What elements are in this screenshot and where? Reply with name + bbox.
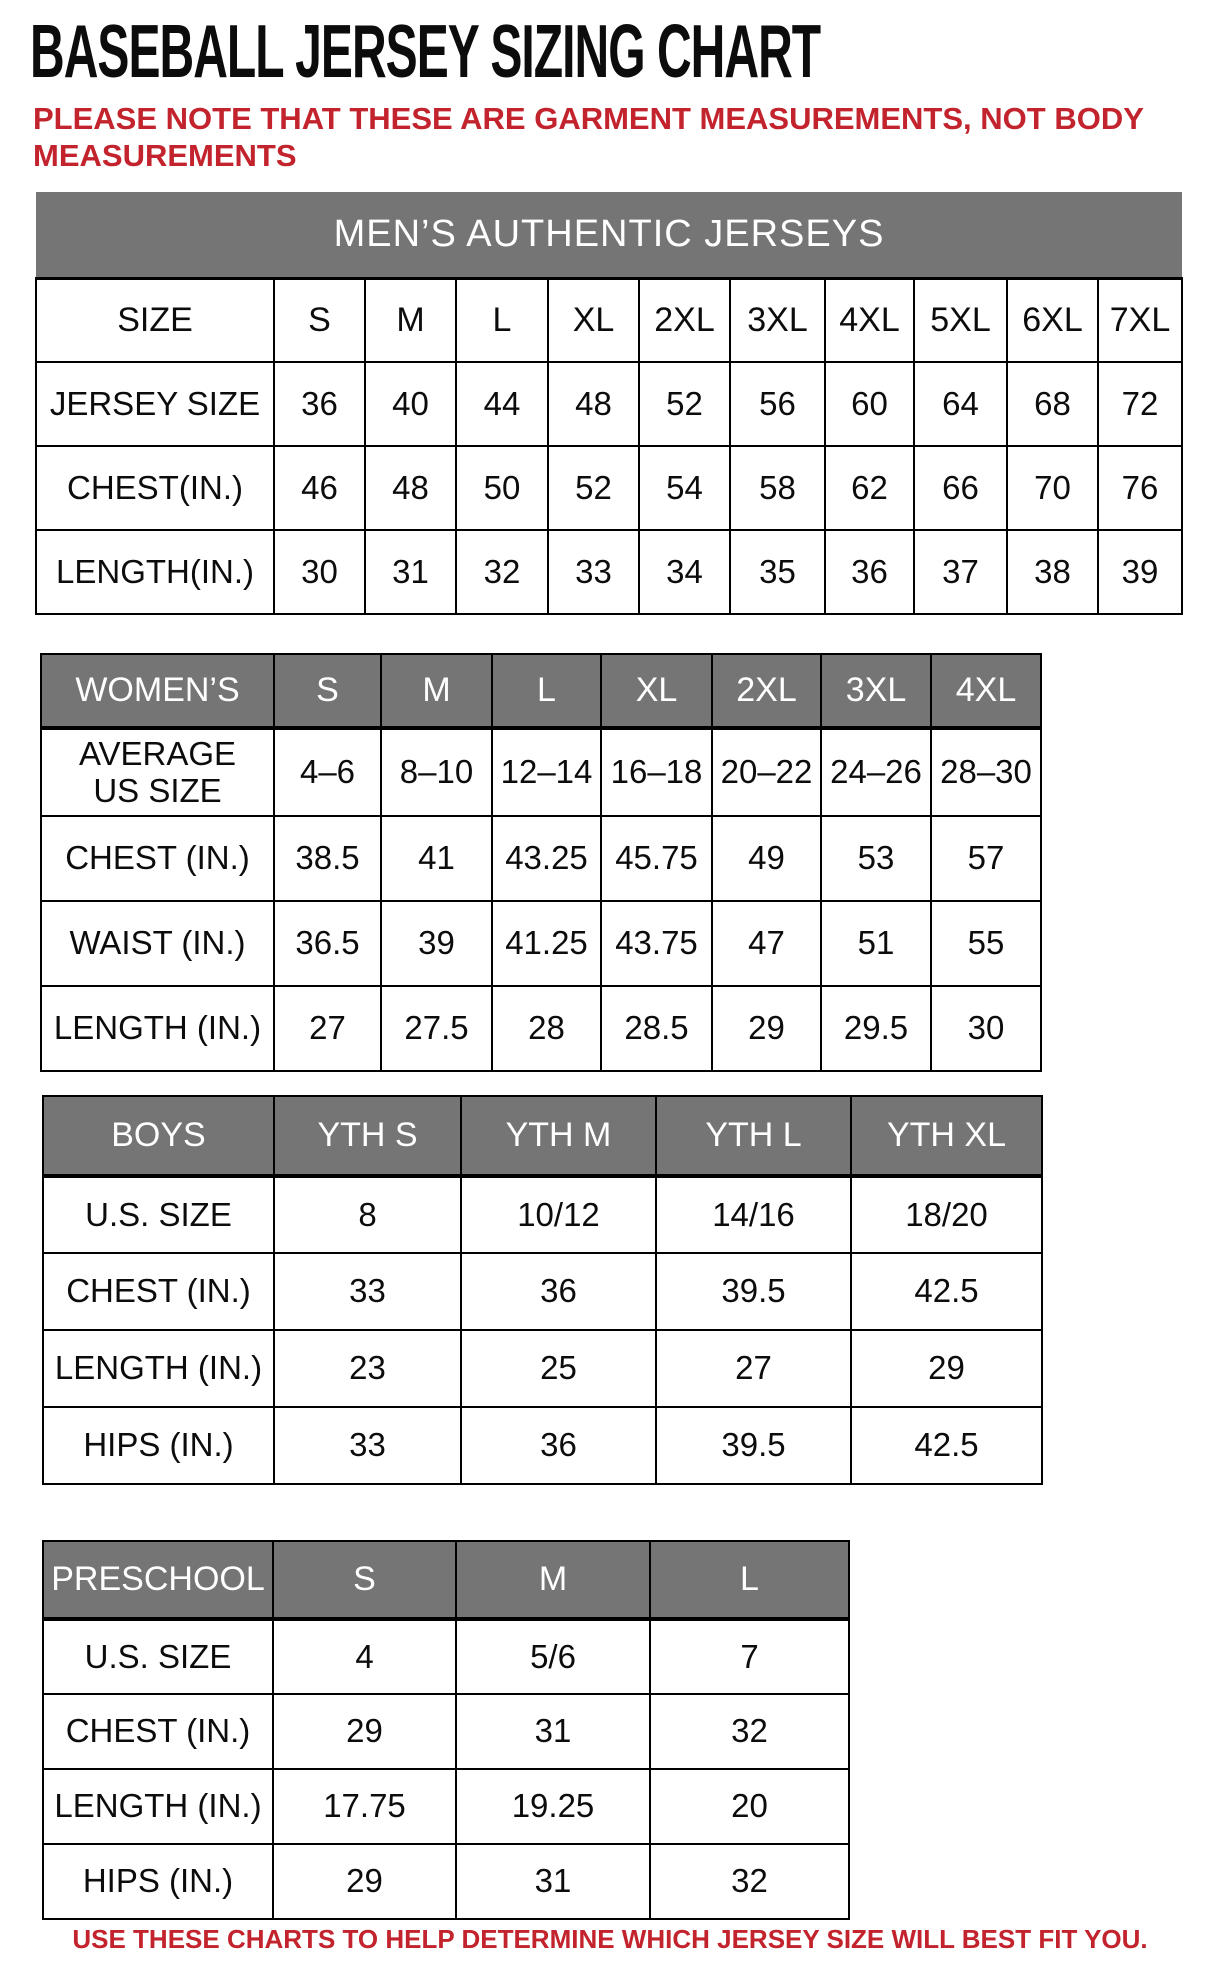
womens-header-cell: S bbox=[274, 654, 381, 728]
mens-value-cell: 60 bbox=[825, 362, 914, 446]
mens-value-cell: 50 bbox=[456, 446, 548, 530]
preschool-header-row bbox=[43, 1541, 849, 1619]
boys-value-cell: 33 bbox=[274, 1253, 461, 1330]
preschool-data-row bbox=[43, 1844, 849, 1919]
mens-value-cell: 68 bbox=[1007, 362, 1098, 446]
mens-header-cell: 4XL bbox=[825, 278, 914, 362]
preschool-data-row bbox=[43, 1769, 849, 1844]
mens-value-cell: 40 bbox=[365, 362, 456, 446]
boys-sizing-table bbox=[42, 1095, 1043, 1485]
mens-value-cell: 32 bbox=[456, 530, 548, 614]
preschool-value-cell: 29 bbox=[273, 1844, 456, 1919]
preschool-row-label-cell: HIPS (IN.) bbox=[43, 1844, 273, 1919]
mens-value-cell: 33 bbox=[548, 530, 639, 614]
womens-value-cell: 29 bbox=[712, 986, 821, 1071]
boys-value-cell: 18/20 bbox=[851, 1176, 1042, 1253]
mens-value-cell: 52 bbox=[548, 446, 639, 530]
preschool-value-cell: 31 bbox=[456, 1694, 650, 1769]
womens-header-label-cell: WOMEN’S bbox=[41, 654, 274, 728]
preschool-header-cell: L bbox=[650, 1541, 849, 1619]
boys-value-cell: 42.5 bbox=[851, 1253, 1042, 1330]
mens-header-cell: 2XL bbox=[639, 278, 730, 362]
boys-value-cell: 23 bbox=[274, 1330, 461, 1407]
mens-value-cell: 30 bbox=[274, 530, 365, 614]
mens-value-cell: 31 bbox=[365, 530, 456, 614]
womens-value-cell: 28.5 bbox=[601, 986, 712, 1071]
mens-value-cell: 58 bbox=[730, 446, 825, 530]
boys-value-cell: 10/12 bbox=[461, 1176, 656, 1253]
preschool-value-cell: 5/6 bbox=[456, 1619, 650, 1694]
mens-value-cell: 46 bbox=[274, 446, 365, 530]
preschool-value-cell: 4 bbox=[273, 1619, 456, 1694]
womens-value-cell: 20–22 bbox=[712, 728, 821, 816]
preschool-value-cell: 32 bbox=[650, 1694, 849, 1769]
preschool-value-cell: 20 bbox=[650, 1769, 849, 1844]
boys-value-cell: 27 bbox=[656, 1330, 851, 1407]
womens-value-cell: 4–6 bbox=[274, 728, 381, 816]
womens-value-cell: 24–26 bbox=[821, 728, 931, 816]
mens-value-cell: 37 bbox=[914, 530, 1007, 614]
womens-value-cell: 51 bbox=[821, 901, 931, 986]
womens-header-cell: 4XL bbox=[931, 654, 1041, 728]
mens-value-cell: 76 bbox=[1098, 446, 1182, 530]
womens-data-row bbox=[41, 816, 1041, 901]
boys-row-label-cell: HIPS (IN.) bbox=[43, 1407, 274, 1484]
womens-value-cell: 38.5 bbox=[274, 816, 381, 901]
mens-value-cell: 44 bbox=[456, 362, 548, 446]
boys-value-cell: 36 bbox=[461, 1407, 656, 1484]
preschool-value-cell: 7 bbox=[650, 1619, 849, 1694]
boys-header-cell: YTH XL bbox=[851, 1096, 1042, 1176]
womens-value-cell: 45.75 bbox=[601, 816, 712, 901]
mens-value-cell: 48 bbox=[548, 362, 639, 446]
page-title: BASEBALL JERSEY SIZING CHART bbox=[30, 9, 821, 93]
womens-value-cell: 47 bbox=[712, 901, 821, 986]
mens-data-row bbox=[36, 446, 1182, 530]
mens-header-cell: M bbox=[365, 278, 456, 362]
womens-row-label-cell: WAIST (IN.) bbox=[41, 901, 274, 986]
womens-value-cell: 28 bbox=[492, 986, 601, 1071]
mens-value-cell: 48 bbox=[365, 446, 456, 530]
womens-data-row bbox=[41, 986, 1041, 1071]
garment-measurement-note bbox=[33, 100, 1144, 174]
mens-header-row bbox=[36, 278, 1182, 362]
womens-value-cell: 36.5 bbox=[274, 901, 381, 986]
mens-banner-cell: MEN’S AUTHENTIC JERSEYS bbox=[36, 192, 1182, 278]
mens-value-cell: 38 bbox=[1007, 530, 1098, 614]
preschool-header-cell: M bbox=[456, 1541, 650, 1619]
mens-row-label-cell: LENGTH(IN.) bbox=[36, 530, 274, 614]
boys-value-cell: 33 bbox=[274, 1407, 461, 1484]
boys-header-cell: YTH L bbox=[656, 1096, 851, 1176]
mens-value-cell: 36 bbox=[825, 530, 914, 614]
preschool-row-label-cell: CHEST (IN.) bbox=[43, 1694, 273, 1769]
note-line-2: MEASUREMENTS bbox=[33, 138, 297, 174]
mens-value-cell: 64 bbox=[914, 362, 1007, 446]
womens-value-cell: 57 bbox=[931, 816, 1041, 901]
womens-row-label-cell: LENGTH (IN.) bbox=[41, 986, 274, 1071]
womens-value-cell: 39 bbox=[381, 901, 492, 986]
preschool-row-label-cell: U.S. SIZE bbox=[43, 1619, 273, 1694]
boys-value-cell: 39.5 bbox=[656, 1253, 851, 1330]
mens-header-cell: 6XL bbox=[1007, 278, 1098, 362]
preschool-row-label-cell: LENGTH (IN.) bbox=[43, 1769, 273, 1844]
boys-data-row bbox=[43, 1253, 1042, 1330]
mens-header-cell: 5XL bbox=[914, 278, 1007, 362]
boys-header-cell: YTH M bbox=[461, 1096, 656, 1176]
mens-header-cell: XL bbox=[548, 278, 639, 362]
mens-data-row bbox=[36, 362, 1182, 446]
womens-value-cell: 41 bbox=[381, 816, 492, 901]
preschool-value-cell: 19.25 bbox=[456, 1769, 650, 1844]
preschool-header-cell: S bbox=[273, 1541, 456, 1619]
boys-header-cell: YTH S bbox=[274, 1096, 461, 1176]
mens-value-cell: 52 bbox=[639, 362, 730, 446]
womens-data-row bbox=[41, 901, 1041, 986]
boys-data-row bbox=[43, 1330, 1042, 1407]
womens-row-label-cell: CHEST (IN.) bbox=[41, 816, 274, 901]
boys-header-row bbox=[43, 1096, 1042, 1176]
boys-value-cell: 25 bbox=[461, 1330, 656, 1407]
womens-header-cell: 3XL bbox=[821, 654, 931, 728]
mens-row-label-cell: CHEST(IN.) bbox=[36, 446, 274, 530]
boys-value-cell: 39.5 bbox=[656, 1407, 851, 1484]
mens-value-cell: 34 bbox=[639, 530, 730, 614]
mens-value-cell: 66 bbox=[914, 446, 1007, 530]
boys-data-row bbox=[43, 1176, 1042, 1253]
mens-value-cell: 72 bbox=[1098, 362, 1182, 446]
mens-value-cell: 54 bbox=[639, 446, 730, 530]
womens-value-cell: 41.25 bbox=[492, 901, 601, 986]
womens-value-cell: 43.75 bbox=[601, 901, 712, 986]
footer-note: USE THESE CHARTS TO HELP DETERMINE WHICH JERSEY SIZE WILL BEST FIT YOU. bbox=[72, 1924, 1148, 1954]
mens-header-cell: L bbox=[456, 278, 548, 362]
mens-banner-row bbox=[36, 192, 1182, 278]
womens-value-cell: 27 bbox=[274, 986, 381, 1071]
boys-row-label-cell: U.S. SIZE bbox=[43, 1176, 274, 1253]
womens-value-cell: 29.5 bbox=[821, 986, 931, 1071]
womens-header-cell: XL bbox=[601, 654, 712, 728]
preschool-sizing-table bbox=[42, 1540, 850, 1920]
mens-value-cell: 62 bbox=[825, 446, 914, 530]
mens-data-row bbox=[36, 530, 1182, 614]
mens-header-cell: 7XL bbox=[1098, 278, 1182, 362]
womens-value-cell: 12–14 bbox=[492, 728, 601, 816]
boys-header-label-cell: BOYS bbox=[43, 1096, 274, 1176]
mens-value-cell: 35 bbox=[730, 530, 825, 614]
womens-header-cell: M bbox=[381, 654, 492, 728]
boys-row-label-cell: CHEST (IN.) bbox=[43, 1253, 274, 1330]
womens-sizing-table bbox=[40, 653, 1042, 1072]
womens-value-cell: 27.5 bbox=[381, 986, 492, 1071]
boys-value-cell: 36 bbox=[461, 1253, 656, 1330]
womens-header-cell: 2XL bbox=[712, 654, 821, 728]
preschool-value-cell: 29 bbox=[273, 1694, 456, 1769]
mens-header-cell: S bbox=[274, 278, 365, 362]
note-line-1: PLEASE NOTE THAT THESE ARE GARMENT MEASUREMENTS, NOT BODY bbox=[33, 101, 1144, 136]
boys-value-cell: 8 bbox=[274, 1176, 461, 1253]
womens-row-label-cell: AVERAGE US SIZE bbox=[41, 728, 274, 816]
womens-value-cell: 53 bbox=[821, 816, 931, 901]
preschool-data-row bbox=[43, 1619, 849, 1694]
boys-data-row bbox=[43, 1407, 1042, 1484]
mens-value-cell: 36 bbox=[274, 362, 365, 446]
mens-row-label-cell: JERSEY SIZE bbox=[36, 362, 274, 446]
mens-value-cell: 70 bbox=[1007, 446, 1098, 530]
mens-value-cell: 39 bbox=[1098, 530, 1182, 614]
womens-value-cell: 55 bbox=[931, 901, 1041, 986]
womens-data-row bbox=[41, 728, 1041, 816]
womens-value-cell: 16–18 bbox=[601, 728, 712, 816]
boys-value-cell: 29 bbox=[851, 1330, 1042, 1407]
preschool-value-cell: 17.75 bbox=[273, 1769, 456, 1844]
womens-value-cell: 43.25 bbox=[492, 816, 601, 901]
womens-header-cell: L bbox=[492, 654, 601, 728]
womens-value-cell: 49 bbox=[712, 816, 821, 901]
womens-value-cell: 8–10 bbox=[381, 728, 492, 816]
preschool-data-row bbox=[43, 1694, 849, 1769]
mens-value-cell: 56 bbox=[730, 362, 825, 446]
boys-value-cell: 42.5 bbox=[851, 1407, 1042, 1484]
mens-header-label-cell: SIZE bbox=[36, 278, 274, 362]
womens-value-cell: 30 bbox=[931, 986, 1041, 1071]
preschool-value-cell: 32 bbox=[650, 1844, 849, 1919]
boys-value-cell: 14/16 bbox=[656, 1176, 851, 1253]
mens-header-cell: 3XL bbox=[730, 278, 825, 362]
womens-value-cell: 28–30 bbox=[931, 728, 1041, 816]
boys-row-label-cell: LENGTH (IN.) bbox=[43, 1330, 274, 1407]
preschool-header-label-cell: PRESCHOOL bbox=[43, 1541, 273, 1619]
mens-sizing-table bbox=[35, 192, 1183, 615]
preschool-value-cell: 31 bbox=[456, 1844, 650, 1919]
womens-header-row bbox=[41, 654, 1041, 728]
